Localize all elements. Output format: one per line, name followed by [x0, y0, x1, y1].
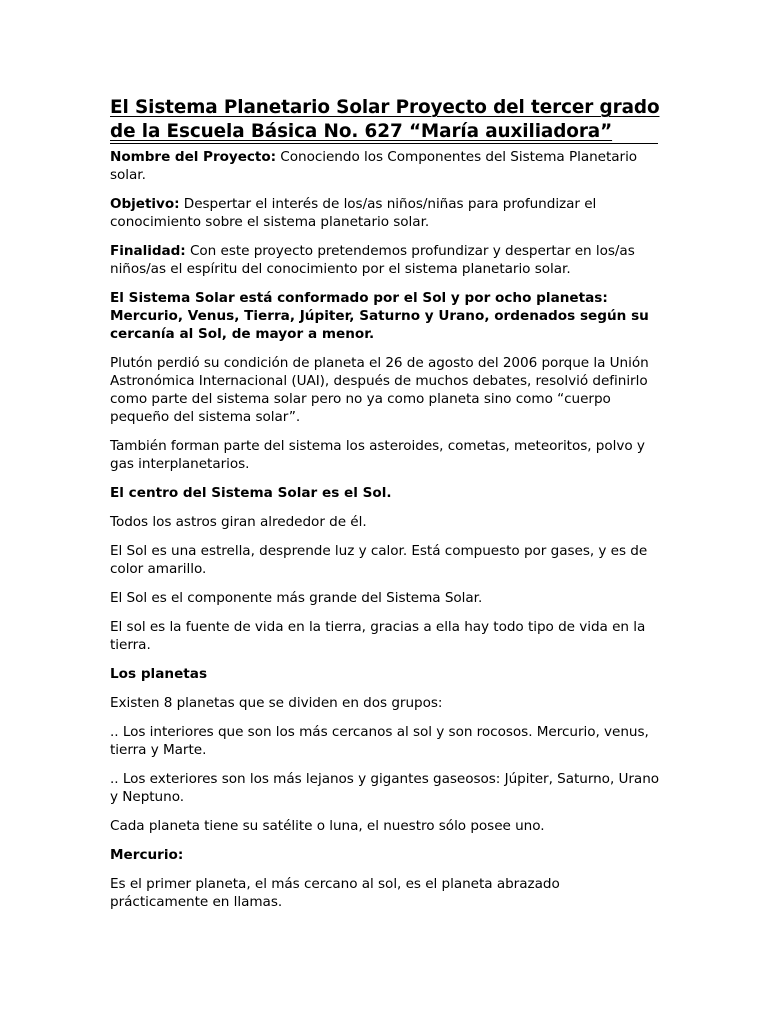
- solar-system-heading: El Sistema Solar está conformado por el Sol y por ocho planetas: Mercurio, Venus, Tierra, Júpiter, Saturno y Urano, ordenados según su cercanía al Sol, de mayor a menor.: [110, 290, 649, 342]
- planets-groups-paragraph: Existen 8 planetas que se dividen en dos grupos:: [110, 695, 443, 711]
- title-line-2: de la Escuela Básica No. 627 “María auxiliadora”: [110, 121, 613, 142]
- sun-largest-paragraph: El Sol es el componente más grande del Sistema Solar.: [110, 590, 483, 606]
- mercury-heading: Mercurio:: [110, 847, 184, 863]
- moons-paragraph: Cada planeta tiene su satélite o luna, el nuestro sólo posee uno.: [110, 818, 545, 834]
- sun-star-paragraph: El Sol es una estrella, desprende luz y calor. Está compuesto por gases, y es de color amarillo.: [110, 543, 648, 577]
- purpose-label: Finalidad:: [110, 243, 186, 259]
- sun-life-paragraph: El sol es la fuente de vida en la tierra, gracias a ella hay todo tipo de vida en la tierra.: [110, 619, 646, 653]
- objective-paragraph: [110, 195, 660, 231]
- orbit-paragraph: Todos los astros giran alrededor de él.: [110, 514, 367, 530]
- outer-planets-paragraph: .. Los exteriores son los más lejanos y gigantes gaseosos: Júpiter, Saturno, Urano y Neptuno.: [110, 771, 660, 805]
- planets-heading: Los planetas: [110, 666, 208, 682]
- purpose-paragraph: [110, 242, 660, 278]
- project-name-paragraph: [110, 148, 660, 184]
- purpose-value: Con este proyecto pretendemos profundizar y despertar en los/as niños/as el espíritu del conocimiento por el sistema planetario solar.: [110, 243, 635, 277]
- document-page: [110, 96, 660, 922]
- project-name-label: Nombre del Proyecto:: [110, 149, 277, 165]
- center-heading: El centro del Sistema Solar es el Sol.: [110, 485, 392, 501]
- objective-label: Objetivo:: [110, 196, 180, 212]
- mercury-paragraph: Es el primer planeta, el más cercano al sol, es el planeta abrazado prácticamente en llamas.: [110, 876, 560, 910]
- inner-planets-paragraph: .. Los interiores que son los más cercanos al sol y son rocosos. Mercurio, venus, tierra y Marte.: [110, 724, 649, 758]
- document-title: [110, 96, 660, 144]
- objective-value: Despertar el interés de los/as niños/niñas para profundizar el conocimiento sobre el sistema planetario solar.: [110, 196, 597, 230]
- project-name-value: Conociendo los Componentes del Sistema Planetario solar.: [110, 149, 638, 183]
- title-line-1: El Sistema Planetario Solar Proyecto del tercer grado: [110, 97, 660, 118]
- other-bodies-paragraph: También forman parte del sistema los asteroides, cometas, meteoritos, polvo y gas interplanetarios.: [110, 438, 645, 472]
- pluto-paragraph: Plutón perdió su condición de planeta el 26 de agosto del 2006 porque la Unión Astronómica Internacional (UAI), después de muchos debates, resolvió definirlo como parte del sistema solar pero no ya como planeta sino como “cuerpo pequeño del sistema solar”.: [110, 355, 649, 425]
